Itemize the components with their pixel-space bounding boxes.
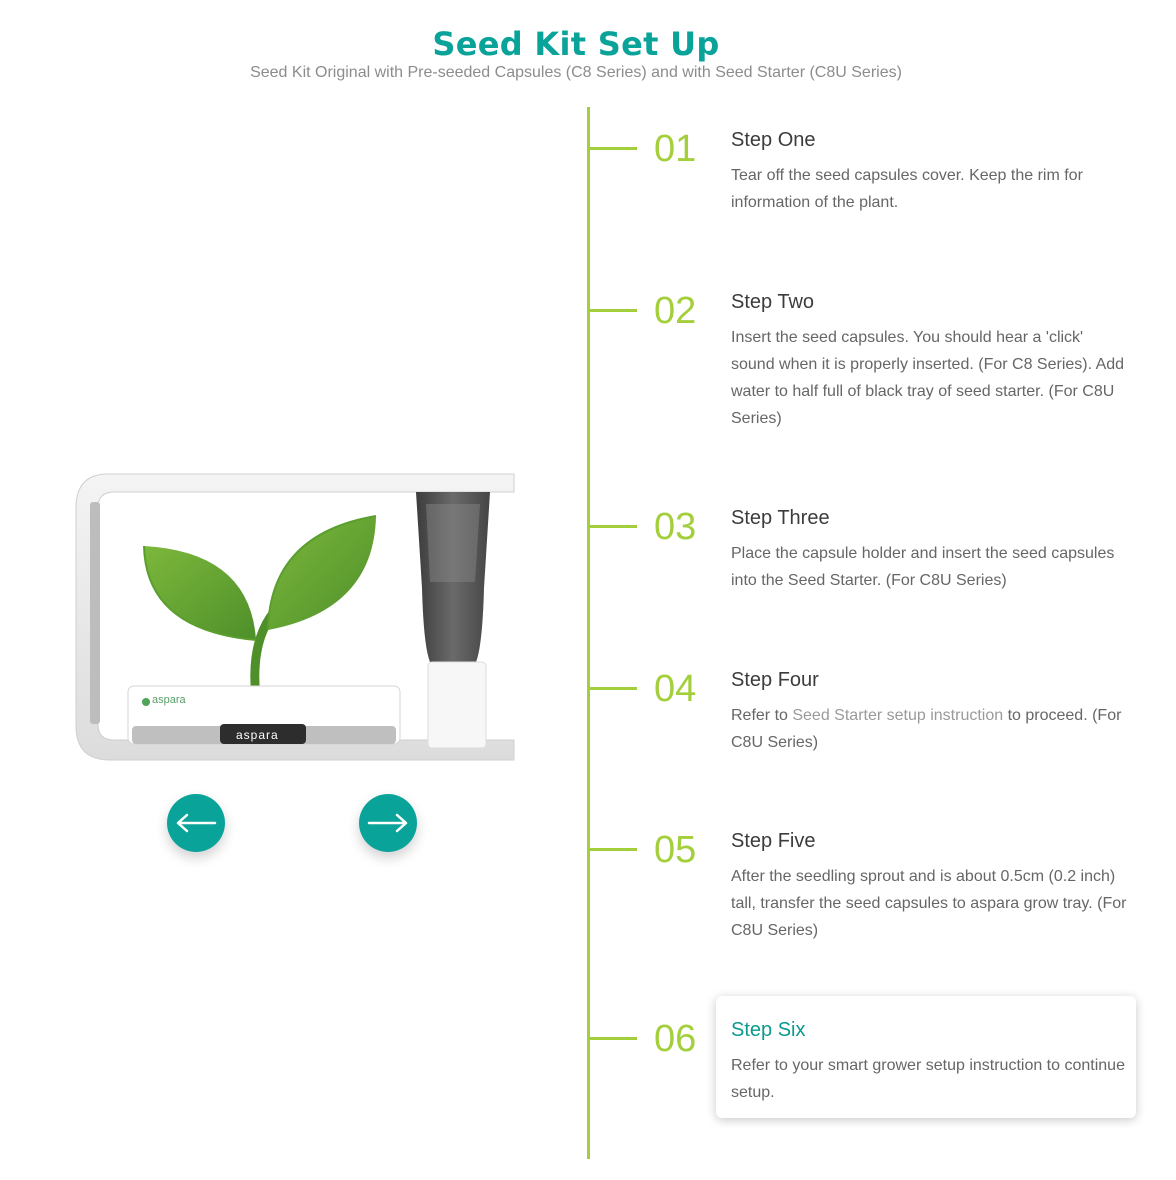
- step-description: After the seedling sprout and is about 0.5cm (0.2 inch) tall, transfer the seed capsules to aspara grow tray. (For C8U Series): [731, 868, 1127, 939]
- step-title: Step Six: [731, 1019, 806, 1041]
- display-brand-label: aspara: [236, 728, 279, 742]
- step-text-after: to proceed. (For C8U Series): [731, 707, 1122, 751]
- seed-starter-setup-link[interactable]: Seed Starter setup instruction: [792, 707, 1004, 724]
- arrow-right-icon: [367, 813, 409, 833]
- previous-button[interactable]: [167, 794, 225, 852]
- arrow-left-icon: [175, 813, 217, 833]
- step-title: Step Four: [731, 669, 819, 691]
- step-number: 06: [654, 1018, 697, 1060]
- timeline-tick: [589, 147, 637, 150]
- step-number: 05: [654, 829, 697, 871]
- step-number: 03: [654, 506, 697, 548]
- grower-illustration: [70, 462, 530, 782]
- timeline-line: [587, 107, 590, 1159]
- step-number: 04: [654, 668, 697, 710]
- timeline-tick: [589, 309, 637, 312]
- timeline-tick: [589, 525, 637, 528]
- page-title: Seed Kit Set Up: [432, 25, 720, 64]
- step-description: [731, 702, 1131, 756]
- step-title: Step Five: [731, 830, 816, 852]
- step-description: Insert the seed capsules. You should hear a 'click' sound when it is properly inserted. (For C8 Series). Add water to half full of black tray of seed starter. (For C8U Series): [731, 329, 1125, 427]
- step-title: Step One: [731, 129, 816, 151]
- step-number: 01: [654, 128, 697, 170]
- timeline-tick: [589, 848, 637, 851]
- base-brand-label: aspara: [152, 694, 186, 706]
- grower-image: [70, 462, 530, 782]
- step-description: Place the capsule holder and insert the seed capsules into the Seed Starter. (For C8U Series): [731, 545, 1115, 589]
- step-number: 02: [654, 290, 697, 332]
- step-description: Refer to your smart grower setup instruction to continue setup.: [731, 1057, 1125, 1101]
- step-description: Tear off the seed capsules cover. Keep the rim for information of the plant.: [731, 167, 1083, 211]
- step-title: Step Three: [731, 507, 830, 529]
- page-subtitle: Seed Kit Original with Pre-seeded Capsules (C8 Series) and with Seed Starter (C8U Series): [250, 64, 902, 81]
- timeline-tick: [589, 687, 637, 690]
- step-title: Step Two: [731, 291, 815, 313]
- step-text-before: Refer to: [731, 707, 793, 724]
- next-button[interactable]: [359, 794, 417, 852]
- timeline-tick: [589, 1037, 637, 1040]
